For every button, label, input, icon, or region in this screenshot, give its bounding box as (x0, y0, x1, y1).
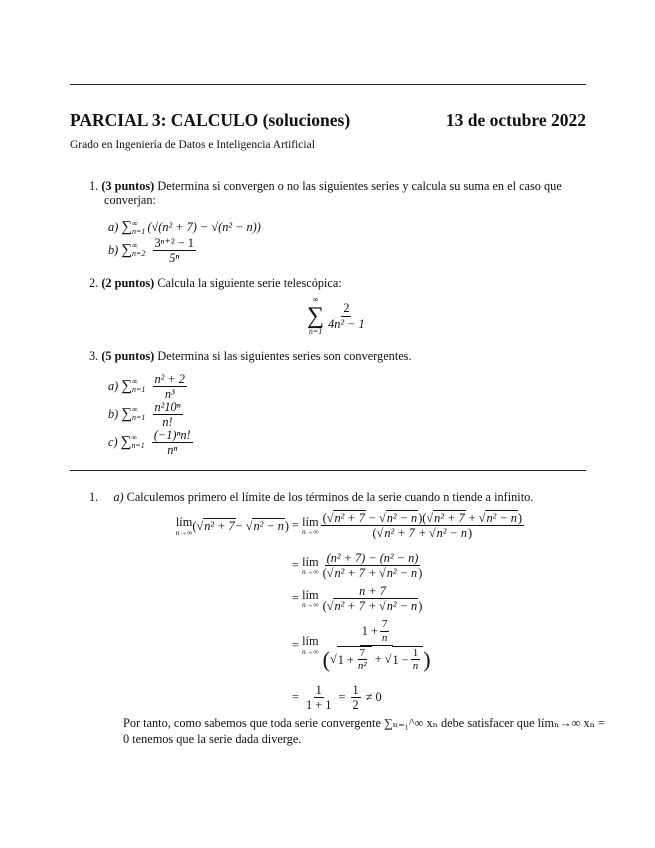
sum-sup: ∞ (131, 433, 138, 443)
conclusion-line-1: Por tanto, como sabemos que toda serie convergente ∑ₙ₌₁^∞ xₙ debe satisfacer que límₙ→∞ xₙ = (123, 716, 605, 730)
lim-sub: n→∞ (175, 527, 193, 537)
numerator: n² + 2 (154, 372, 185, 386)
radicand: n² − n (386, 511, 418, 525)
telescopic-series (307, 296, 369, 337)
sum-sub: n=1 (308, 327, 323, 337)
denominator: n (381, 631, 388, 644)
conclusion-line-2: 0 tenemos que la serie dada diverge. (123, 732, 302, 746)
sum-symbol: ∑ (121, 241, 133, 258)
denominator: n³ (164, 387, 175, 402)
numerator: 1 + (361, 624, 378, 639)
result: ≠ 0 (365, 690, 382, 705)
part-label: a) (108, 378, 119, 393)
numerator: 1 (315, 683, 322, 697)
part-label: b) (108, 242, 119, 257)
problem-text: Determina si convergen o no las siguientes series y calcula su suma en el caso que (157, 179, 562, 193)
sum-sub: n=1 (132, 226, 146, 236)
sum-sup: ∞ (132, 218, 138, 228)
problem-3a (108, 372, 189, 402)
section-rule (70, 470, 586, 471)
radicand: n² + 7 (334, 511, 365, 525)
part-label: a) (108, 220, 119, 234)
step-5: = $\frac{1}{1 + 1}$ = $\frac{1}{2}$ ≠ 0 (292, 683, 382, 713)
part-label: b) (108, 406, 119, 421)
lim-word: lím (302, 514, 319, 529)
problem-text: Calcula la siguiente serie telescópica: (157, 276, 342, 290)
sum-sup: ∞ (132, 377, 138, 387)
denominator: 1 + 1 (306, 698, 332, 713)
denominator: 2 (352, 698, 359, 713)
problem-points: (5 puntos) (101, 349, 155, 363)
numerator: n²10ⁿ (154, 400, 181, 414)
lim-sub: n→∞ (302, 567, 319, 577)
numerator: 7 (381, 618, 388, 630)
sum-sup: ∞ (132, 405, 138, 415)
radicand: n² − n (436, 526, 468, 541)
sum-sub: n=1 (132, 385, 146, 395)
solution-text: Calculemos primero el límite de los términos de la serie cuando n tiende a infinito. (126, 490, 534, 504)
sum-symbol: ∑ (121, 405, 133, 422)
problem-number: 1. (89, 179, 99, 193)
limit-lhs: lím n→∞ (√ n² + 7 − √ n² − n ) (175, 515, 289, 537)
problem-3b (108, 400, 185, 430)
lim-word: lím (302, 587, 319, 602)
problem-text: Determina si las siguientes series son convergentes. (157, 349, 412, 363)
radicand: n² + 7 (204, 518, 235, 533)
problem-number: 3. (89, 349, 99, 363)
radicand: n² + 7 (334, 566, 365, 581)
sum-sub: n=1 (131, 441, 145, 451)
denominator: nⁿ (167, 443, 178, 458)
lim-word: lím (175, 515, 193, 529)
problem-1 (89, 179, 562, 194)
problem-number: 2. (89, 276, 99, 290)
problem-text-cont: converjan: (104, 193, 156, 207)
step-1: = lím n→∞ $\frac{\text{(√n² + 7 − √n² − n)(√n² + 7 + √n² − n)}}{\text{(√n² + 7 + √n² − n)}}$ (292, 511, 522, 541)
sum-symbol: ∑ (121, 377, 133, 394)
radicand: n² + 7 (384, 526, 415, 541)
step-2: = lím n→∞ $\frac{\text{(n² + 7) − (n² − n)}}{\text{(√n² + 7 + √n² − n)}}$ (292, 551, 423, 581)
sum-symbol: ∑ (121, 219, 133, 235)
sum-sub: n=1 (132, 413, 146, 423)
problem-3c (108, 428, 195, 458)
problem-1b (108, 236, 198, 266)
sum-symbol: ∑ (120, 433, 132, 450)
top-rule (70, 84, 586, 85)
numerator: 2 (343, 301, 350, 316)
sum-sup: ∞ (132, 241, 138, 251)
part-label: a) (113, 490, 124, 504)
series-term: (√(n² + 7) − √(n² − n)) (147, 220, 261, 234)
subtitle: Grado en Ingeniería de Datos e Inteligencia Artificial (70, 139, 315, 151)
sum-sub: n=2 (132, 249, 146, 259)
radicand: n² − n (386, 566, 418, 581)
radicand: n² − n (386, 599, 418, 614)
lim-word: lím (302, 554, 319, 569)
denominator: n (412, 660, 419, 673)
lim-sub: n→∞ (302, 527, 319, 537)
sum-symbol: ∑ (307, 303, 325, 330)
exam-title: PARCIAL 3: CALCULO (soluciones) (70, 110, 351, 130)
radicand: n² − n (253, 518, 284, 533)
numerator: n + 7 (359, 584, 386, 598)
exam-date: 13 de octubre 2022 (445, 110, 586, 130)
radicand: n² + 7 (334, 599, 365, 614)
sum-sup: ∞ (312, 295, 319, 304)
denominator: n² (357, 660, 367, 673)
solution-number: 1. (89, 490, 99, 504)
numerator: 1 (352, 683, 359, 697)
denominator: n! (162, 415, 173, 430)
lim-word: lím (302, 634, 319, 649)
problem-2 (89, 276, 342, 291)
numerator: 1 (412, 646, 419, 659)
step-4: = lím n→∞ 1 + $\frac{7}{n}$ ( √ 1 + $\frac{7}{\text{n²}}$ + √ 1 − $\frac{1}{n}$ ) (292, 618, 431, 673)
denominator: 4n² − 1 (328, 316, 365, 331)
problem-3 (89, 349, 412, 364)
denominator: 5ⁿ (169, 251, 180, 266)
radicand: n² + 7 (434, 511, 465, 525)
solution-1a-intro (89, 490, 533, 505)
part-label: c) (108, 434, 118, 449)
numerator: (n² + 7) − (n² − n) (326, 551, 419, 565)
step-3: = lím n→∞ $\frac{n + 7}{\text{(√n² + 7 + √n² − n)}}$ (292, 584, 423, 614)
numerator: 3ⁿ⁺² − 1 (154, 236, 194, 250)
problem-points: (2 puntos) (101, 276, 155, 290)
lim-sub: n→∞ (302, 647, 319, 657)
numerator: (−1)ⁿn! (153, 428, 191, 442)
lim-sub: n→∞ (302, 600, 319, 610)
radicand: n² − n (486, 511, 517, 525)
numerator: 7 (359, 646, 366, 659)
problem-1a (108, 219, 261, 236)
problem-points: (3 puntos) (101, 179, 155, 193)
